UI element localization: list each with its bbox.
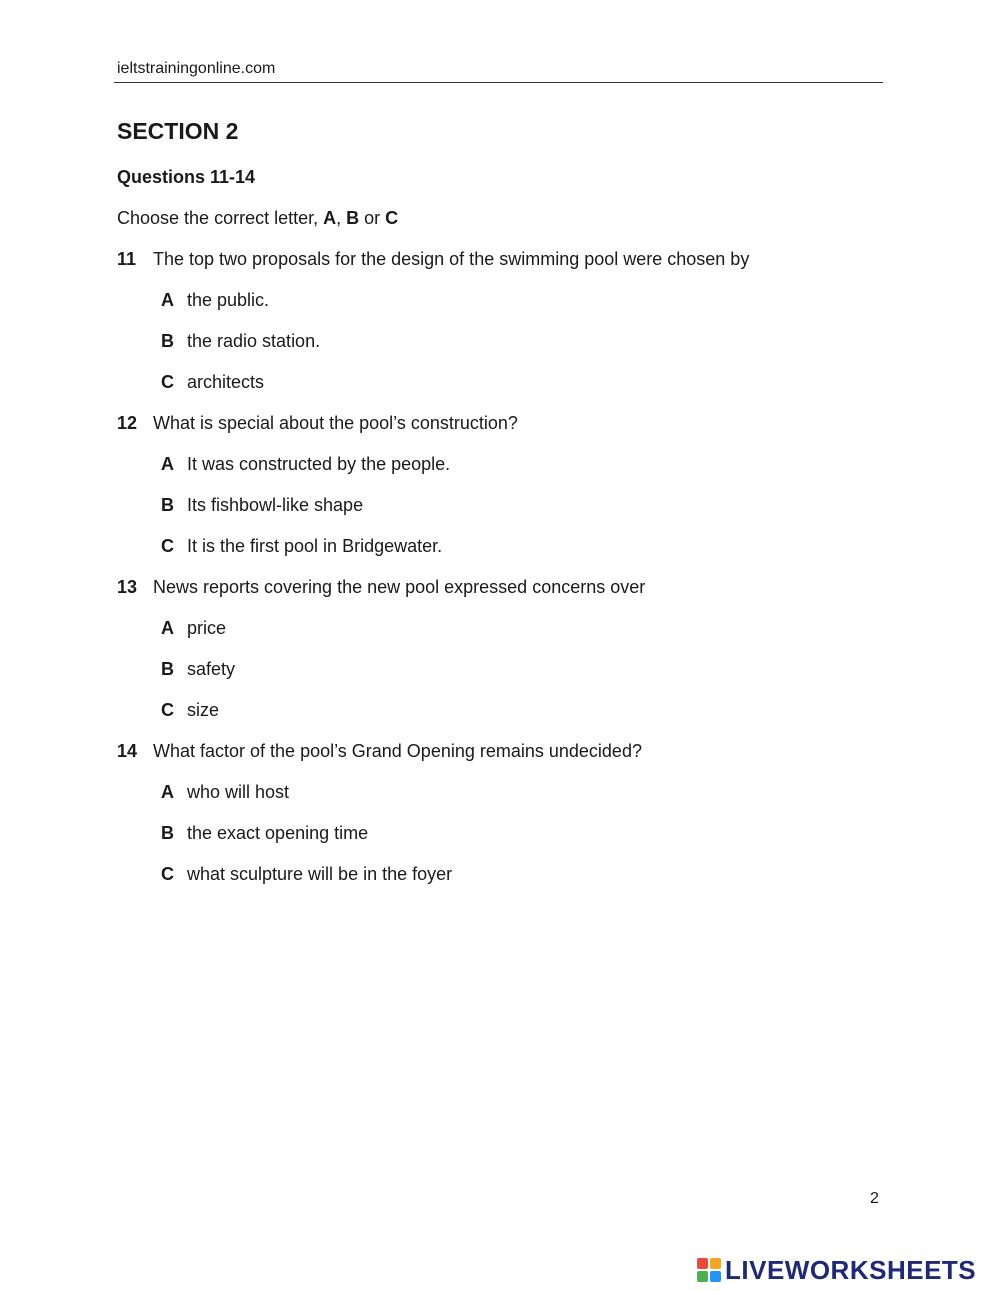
option-text: safety (187, 659, 236, 679)
instruction-letter-c: C (385, 208, 399, 228)
option-text: It was constructed by the people. (187, 454, 451, 474)
option-12-b[interactable] (161, 495, 363, 516)
logo-tile-icon (710, 1271, 721, 1282)
section-title: SECTION 2 (117, 118, 239, 144)
question-12 (117, 413, 518, 434)
option-letter: C (161, 864, 174, 884)
option-11-c[interactable] (161, 372, 264, 393)
option-text: price (187, 618, 227, 638)
option-text: Its fishbowl-like shape (187, 495, 364, 515)
site-header: ieltstrainingonline.com (117, 60, 276, 77)
option-12-a[interactable] (161, 454, 450, 475)
instruction (117, 208, 398, 229)
question-number: 13 (117, 577, 138, 597)
questions-range: Questions 11-14 (117, 167, 256, 187)
instruction-text: Choose the correct letter, (117, 208, 324, 228)
option-text: the radio station. (187, 331, 321, 351)
option-letter: A (161, 290, 174, 310)
instruction-sep: , (336, 208, 347, 228)
liveworksheets-logo[interactable] (697, 1255, 976, 1285)
option-14-a[interactable] (161, 782, 289, 803)
question-11 (117, 249, 749, 270)
option-letter: B (161, 823, 174, 843)
option-text: architects (187, 372, 265, 392)
option-14-c[interactable] (161, 864, 452, 885)
question-text: News reports covering the new pool expressed concerns over (153, 577, 646, 597)
option-text: who will host (187, 782, 290, 802)
option-12-c[interactable] (161, 536, 442, 557)
option-letter: B (161, 659, 174, 679)
instruction-letter-b: B (346, 208, 360, 228)
question-number: 14 (117, 741, 138, 761)
instruction-sep: or (359, 208, 386, 228)
option-text: what sculpture will be in the foyer (187, 864, 453, 884)
question-text: The top two proposals for the design of the swimming pool were chosen by (153, 249, 750, 269)
option-letter: A (161, 618, 174, 638)
logo-tile-icon (697, 1258, 708, 1269)
option-11-b[interactable] (161, 331, 320, 352)
question-text: What is special about the pool’s construction? (153, 413, 518, 433)
option-text: size (187, 700, 220, 720)
page-number: 2 (870, 1190, 879, 1207)
option-text: the public. (187, 290, 270, 310)
option-letter: C (161, 372, 174, 392)
option-text: It is the first pool in Bridgewater. (187, 536, 443, 556)
option-letter: C (161, 536, 174, 556)
question-13 (117, 577, 645, 598)
option-letter: C (161, 700, 174, 720)
liveworksheets-logo-icon (697, 1258, 721, 1282)
option-letter: B (161, 495, 174, 515)
option-13-c[interactable] (161, 700, 219, 721)
question-text: What factor of the pool’s Grand Opening remains undecided? (153, 741, 642, 761)
option-letter: A (161, 454, 174, 474)
option-13-b[interactable] (161, 659, 235, 680)
instruction-letter-a: A (323, 208, 337, 228)
option-13-a[interactable] (161, 618, 226, 639)
brand-name: LIVEWORKSHEETS (725, 1254, 977, 1285)
option-text: the exact opening time (187, 823, 369, 843)
option-11-a[interactable] (161, 290, 269, 311)
logo-tile-icon (697, 1271, 708, 1282)
logo-tile-icon (710, 1258, 721, 1269)
question-14 (117, 741, 642, 762)
option-letter: A (161, 782, 174, 802)
option-14-b[interactable] (161, 823, 368, 844)
question-number: 11 (117, 249, 137, 269)
option-letter: B (161, 331, 174, 351)
header-divider (114, 82, 883, 83)
question-number: 12 (117, 413, 138, 433)
